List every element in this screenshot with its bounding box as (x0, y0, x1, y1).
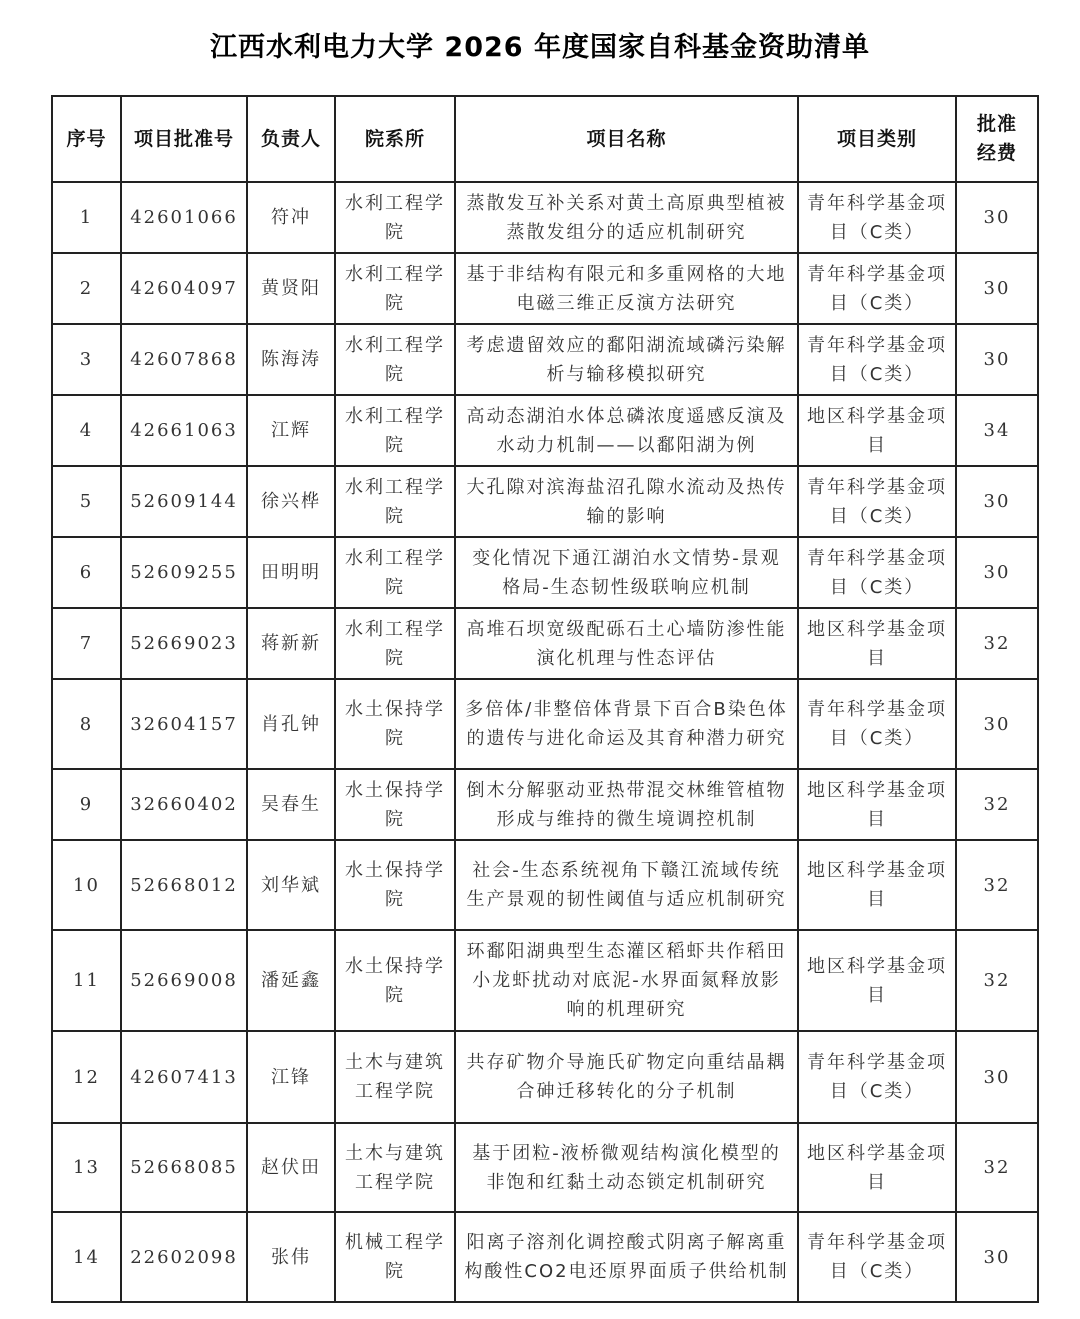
cell-index: 1 (52, 182, 121, 253)
cell-leader: 刘华斌 (247, 840, 335, 930)
header-fund: 批准经费 (956, 96, 1038, 182)
cell-department: 土木与建筑工程学院 (335, 1031, 455, 1123)
cell-index: 6 (52, 537, 121, 608)
header-code: 项目批准号 (121, 96, 247, 182)
cell-category: 地区科学基金项目 (798, 395, 956, 466)
cell-project-code: 42661063 (121, 395, 247, 466)
cell-project-name: 考虑遗留效应的鄱阳湖流域磷污染解析与输移模拟研究 (455, 324, 798, 395)
cell-fund: 30 (956, 537, 1038, 608)
cell-department: 水利工程学院 (335, 537, 455, 608)
cell-project-code: 52668012 (121, 840, 247, 930)
cell-project-name: 高动态湖泊水体总磷浓度遥感反演及水动力机制——以鄱阳湖为例 (455, 395, 798, 466)
cell-fund: 30 (956, 679, 1038, 769)
cell-category: 地区科学基金项目 (798, 608, 956, 679)
cell-project-code: 42607413 (121, 1031, 247, 1123)
header-leader: 负责人 (247, 96, 335, 182)
cell-department: 水土保持学院 (335, 930, 455, 1031)
cell-leader: 吴春生 (247, 769, 335, 840)
table-row (52, 1031, 1038, 1123)
cell-fund: 30 (956, 253, 1038, 324)
cell-fund: 32 (956, 930, 1038, 1031)
cell-index: 7 (52, 608, 121, 679)
cell-category: 青年科学基金项目（C类） (798, 1031, 956, 1123)
cell-leader: 黄贤阳 (247, 253, 335, 324)
table-row (52, 324, 1038, 395)
page-title: 江西水利电力大学 2026 年度国家自科基金资助清单 (210, 32, 870, 63)
cell-project-code: 32660402 (121, 769, 247, 840)
cell-fund: 30 (956, 466, 1038, 537)
cell-category: 地区科学基金项目 (798, 769, 956, 840)
cell-project-code: 42604097 (121, 253, 247, 324)
cell-fund: 34 (956, 395, 1038, 466)
cell-department: 机械工程学院 (335, 1212, 455, 1302)
cell-leader: 符冲 (247, 182, 335, 253)
header-name: 项目名称 (455, 96, 798, 182)
cell-project-name: 高堆石坝宽级配砾石土心墙防渗性能演化机理与性态评估 (455, 608, 798, 679)
header-dept: 院系所 (335, 96, 455, 182)
cell-department: 水利工程学院 (335, 182, 455, 253)
cell-fund: 30 (956, 1031, 1038, 1123)
cell-project-name: 环鄱阳湖典型生态灌区稻虾共作稻田小龙虾扰动对底泥-水界面氮释放影响的机理研究 (455, 930, 798, 1031)
table-row (52, 1212, 1038, 1302)
cell-project-name: 大孔隙对滨海盐沼孔隙水流动及热传输的影响 (455, 466, 798, 537)
cell-project-name: 倒木分解驱动亚热带混交林维管植物形成与维持的微生境调控机制 (455, 769, 798, 840)
cell-department: 水利工程学院 (335, 395, 455, 466)
cell-leader: 田明明 (247, 537, 335, 608)
cell-leader: 肖孔钟 (247, 679, 335, 769)
cell-project-name: 社会-生态系统视角下赣江流域传统生产景观的韧性阈值与适应机制研究 (455, 840, 798, 930)
cell-project-name: 基于团粒-液桥微观结构演化模型的非饱和红黏土动态锁定机制研究 (455, 1123, 798, 1212)
table-row (52, 930, 1038, 1031)
cell-project-code: 52609255 (121, 537, 247, 608)
cell-category: 青年科学基金项目（C类） (798, 182, 956, 253)
table-header-row (52, 96, 1038, 182)
table-row (52, 182, 1038, 253)
table-row (52, 537, 1038, 608)
cell-category: 地区科学基金项目 (798, 1123, 956, 1212)
grant-table (51, 95, 1039, 1303)
cell-leader: 陈海涛 (247, 324, 335, 395)
cell-project-code: 52669008 (121, 930, 247, 1031)
cell-leader: 江锋 (247, 1031, 335, 1123)
table-row (52, 1123, 1038, 1212)
cell-category: 青年科学基金项目（C类） (798, 253, 956, 324)
cell-project-code: 52669023 (121, 608, 247, 679)
table-row (52, 840, 1038, 930)
cell-fund: 30 (956, 324, 1038, 395)
cell-index: 3 (52, 324, 121, 395)
cell-fund: 32 (956, 840, 1038, 930)
cell-index: 13 (52, 1123, 121, 1212)
table-row (52, 395, 1038, 466)
cell-department: 水土保持学院 (335, 679, 455, 769)
cell-department: 水利工程学院 (335, 253, 455, 324)
table-body (52, 182, 1038, 1302)
header-index: 序号 (52, 96, 121, 182)
cell-index: 10 (52, 840, 121, 930)
cell-project-code: 42601066 (121, 182, 247, 253)
cell-index: 14 (52, 1212, 121, 1302)
cell-leader: 蒋新新 (247, 608, 335, 679)
cell-leader: 赵伏田 (247, 1123, 335, 1212)
cell-project-name: 多倍体/非整倍体背景下百合B染色体的遗传与进化命运及其育种潜力研究 (455, 679, 798, 769)
cell-index: 11 (52, 930, 121, 1031)
table-row (52, 679, 1038, 769)
cell-index: 4 (52, 395, 121, 466)
cell-category: 青年科学基金项目（C类） (798, 324, 956, 395)
cell-category: 地区科学基金项目 (798, 840, 956, 930)
cell-project-name: 基于非结构有限元和多重网格的大地电磁三维正反演方法研究 (455, 253, 798, 324)
cell-project-code: 42607868 (121, 324, 247, 395)
table-row (52, 253, 1038, 324)
header-category: 项目类别 (798, 96, 956, 182)
cell-leader: 江辉 (247, 395, 335, 466)
cell-leader: 徐兴桦 (247, 466, 335, 537)
cell-project-code: 22602098 (121, 1212, 247, 1302)
cell-category: 青年科学基金项目（C类） (798, 1212, 956, 1302)
cell-department: 土木与建筑工程学院 (335, 1123, 455, 1212)
cell-fund: 32 (956, 769, 1038, 840)
cell-department: 水利工程学院 (335, 324, 455, 395)
cell-index: 12 (52, 1031, 121, 1123)
cell-index: 5 (52, 466, 121, 537)
cell-project-name: 共存矿物介导施氏矿物定向重结晶耦合砷迁移转化的分子机制 (455, 1031, 798, 1123)
cell-department: 水利工程学院 (335, 466, 455, 537)
cell-index: 9 (52, 769, 121, 840)
cell-category: 青年科学基金项目（C类） (798, 537, 956, 608)
cell-project-code: 52668085 (121, 1123, 247, 1212)
table-row (52, 608, 1038, 679)
table-row (52, 466, 1038, 537)
cell-fund: 32 (956, 608, 1038, 679)
cell-project-name: 阳离子溶剂化调控酸式阴离子解离重构酸性CO2电还原界面质子供给机制 (455, 1212, 798, 1302)
cell-project-name: 变化情况下通江湖泊水文情势-景观格局-生态韧性级联响应机制 (455, 537, 798, 608)
cell-fund: 32 (956, 1123, 1038, 1212)
cell-project-name: 蒸散发互补关系对黄土高原典型植被蒸散发组分的适应机制研究 (455, 182, 798, 253)
cell-department: 水土保持学院 (335, 769, 455, 840)
cell-index: 8 (52, 679, 121, 769)
cell-fund: 30 (956, 1212, 1038, 1302)
cell-index: 2 (52, 253, 121, 324)
cell-category: 地区科学基金项目 (798, 930, 956, 1031)
cell-leader: 张伟 (247, 1212, 335, 1302)
cell-leader: 潘延鑫 (247, 930, 335, 1031)
table-row (52, 769, 1038, 840)
cell-department: 水土保持学院 (335, 840, 455, 930)
cell-fund: 30 (956, 182, 1038, 253)
cell-project-code: 32604157 (121, 679, 247, 769)
cell-category: 青年科学基金项目（C类） (798, 679, 956, 769)
cell-department: 水利工程学院 (335, 608, 455, 679)
cell-project-code: 52609144 (121, 466, 247, 537)
cell-category: 青年科学基金项目（C类） (798, 466, 956, 537)
